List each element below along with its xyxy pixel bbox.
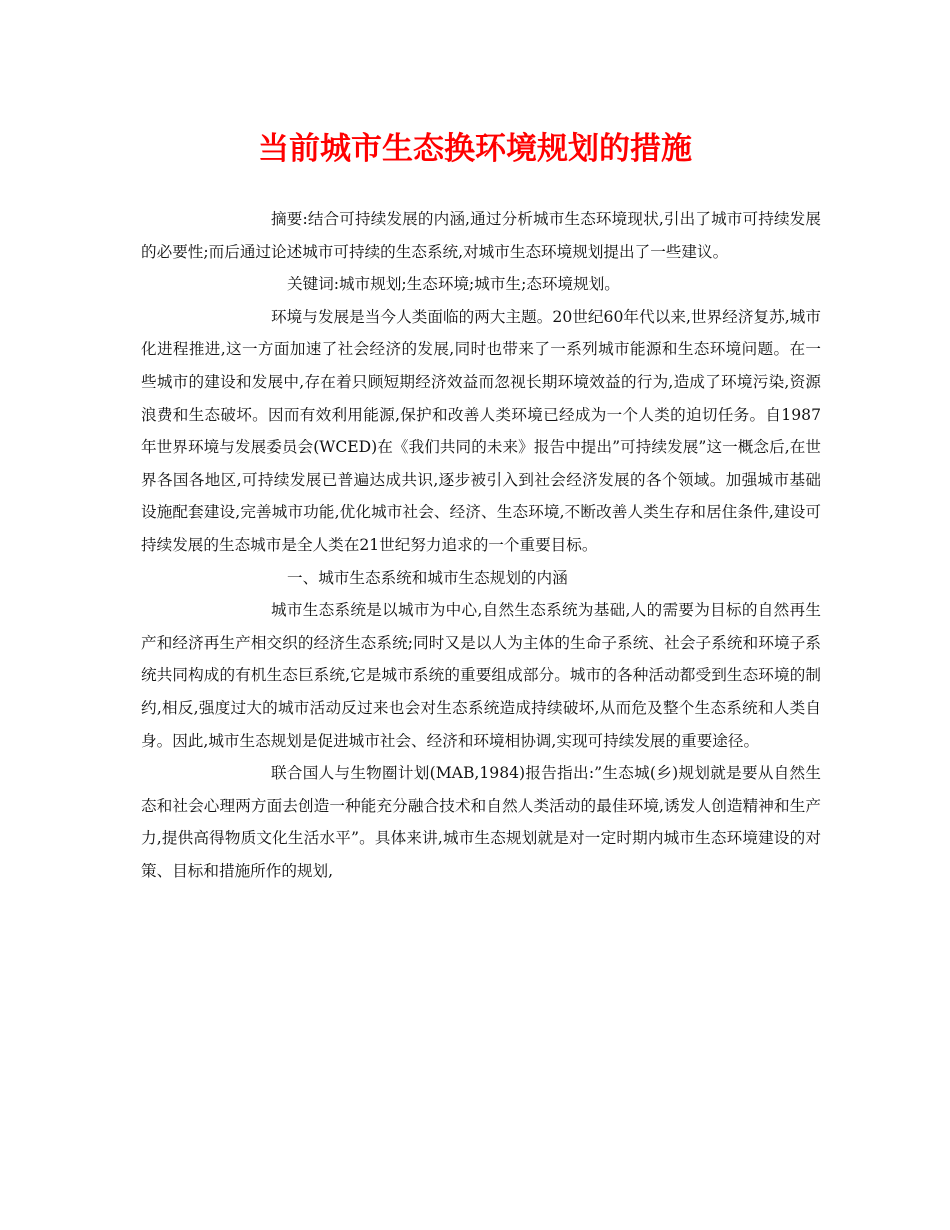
intro-paragraph: 环境与发展是当今人类面临的两大主题。20世纪60年代以来,世界经济复苏,城市化进程推进,这一方面加速了社会经济的发展,同时也带来了一系列城市能源和生态环境问题。在一些城市的建设和发展中,存在着只顾短期经济效益而忽视长期环境效益的行为,造成了环境污染,资源浪费和生态破坏。因而有效利用能源,保护和改善人类环境已经成为一个人类的迫切任务。自1987年世界环境与发展委员会(WCED)在《我们共同的未来》报告中提出”可持续发展”这一概念后,在世界各国各地区,可持续发展已普遍达成共识,逐步被引入到社会经济发展的各个领域。加强城市基础设施配套建设,完善城市功能,优化城市社会、经济、生态环境,不断改善人类生存和居住条件,建设可持续发展的生态城市是全人类在21世纪努力追求的一个重要目标。 [141,307,821,554]
keywords-paragraph: 关键词:城市规划;生态环境;城市生;态环境规划。 [287,275,620,294]
section-paragraph: 联合国人与生物圈计划(MAB,1984)报告指出:”生态城(乡)规划就是要从自然生态和社会心理两方面去创造一种能充分融合技术和自然人类活动的最佳环境,诱发人创造精神和生产力,提供高得物质文化生活水平”。具体来讲,城市生态规划就是对一定时期内城市生态环境建设的对策、目标和措施所作的规划, [141,764,821,880]
document-title: 当前城市生态换环境规划的措施 [258,131,692,167]
section-paragraph: 城市生态系统是以城市为中心,自然生态系统为基础,人的需要为目标的自然再生产和经济再生产相交织的经济生态系统;同时又是以人为主体的生命子系统、社会子系统和环境子系统共同构成的有机生态巨系统,它是城市系统的重要组成部分。城市的各种活动都受到生态环境的制约,相反,强度过大的城市活动反过来也会对生态系统造成持续破坏,从而危及整个生态系统和人类自身。因此,城市生态规划是促进城市社会、经济和环境相协调,实现可持续发展的重要途径。 [141,601,821,750]
abstract-paragraph: 摘要:结合可持续发展的内涵,通过分析城市生态环境现状,引出了城市可持续发展的必要性;而后通过论述城市可持续的生态系统,对城市生态环境规划提出了一些建议。 [141,210,821,261]
section-heading: 一、城市生态系统和城市生态规划的内涵 [287,568,568,587]
document-body [141,203,821,887]
